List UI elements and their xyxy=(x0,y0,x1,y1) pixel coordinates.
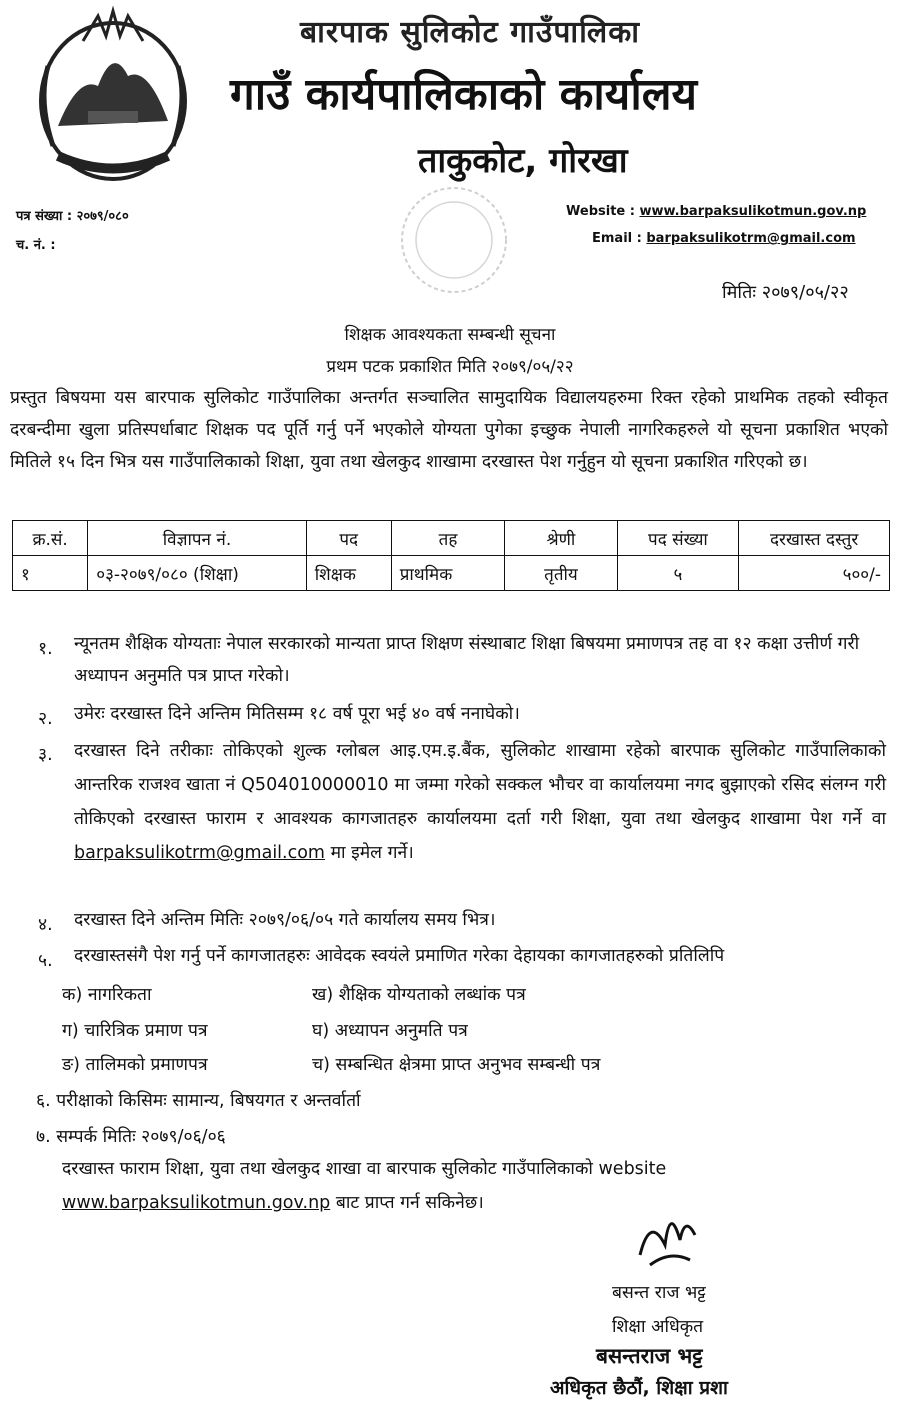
signer-stamp-title: अधिकृत छैठौं, शिक्षा प्रशा xyxy=(550,1377,728,1399)
list-item-number: ५. xyxy=(38,951,53,971)
notice-date: मितिः २०७९/०५/२२ xyxy=(722,282,849,303)
table-header-cell: दरखास्त दस्तुर xyxy=(739,521,890,556)
notice-title: शिक्षक आवश्यकता सम्बन्धी सूचना xyxy=(344,325,556,345)
closing-line-2 xyxy=(62,1190,484,1214)
list-item xyxy=(74,734,886,870)
document-item: ख) शैक्षिक योग्यताको लब्धांक पत्र xyxy=(312,985,526,1005)
table-header-cell: विज्ञापन नं. xyxy=(88,521,307,556)
list-item-text: दरखास्त दिने तरीकाः तोकिएको शुल्क ग्लोबल आइ.एम.इ.बैंक, सुलिकोट शाखामा रहेको बारपाक सुलिकोट गाउँपालिकाको आन्तरिक राजश्व खाता नं Q504010000010 मा जम्मा गरेको सक्कल भौचर वा कार्यालयमा नगद बुझाएको रसिद संलग्न गरी तोकिएको दरखास्त फाराम र आवश्यक कागजातहरु कार्यालयमा दर्ता गरी शिक्षा, युवा तथा खेलकुद शाखामा पेश गर्ने वा xyxy=(74,741,886,829)
website-line xyxy=(566,204,866,219)
email-label: Email : xyxy=(592,231,642,246)
table-header-cell: पद xyxy=(306,521,391,556)
table-cell: तृतीय xyxy=(505,556,617,591)
office-name-line2: गाउँ कार्यपालिकाको कार्यालय xyxy=(230,69,698,120)
list-item: न्यूनतम शैक्षिक योग्यताः नेपाल सरकारको मान्यता प्राप्त शिक्षण संस्थाबाट शिक्षा बिषयमा प्रमाणपत्र तह वा १२ कक्षा उत्तीर्ण गरी अध्यापन अनुमति पत्र प्राप्त गरेको। xyxy=(74,634,860,686)
table-cell: शिक्षक xyxy=(306,556,391,591)
signer-stamp-name: बसन्तराज भट्ट xyxy=(596,1344,703,1368)
signer-name: बसन्त राज भट्ट xyxy=(612,1283,706,1303)
table-header-cell: श्रेणी xyxy=(505,521,617,556)
list-item: दरखास्तसंगै पेश गर्नु पर्ने कागजातहरुः आवेदक स्वयंले प्रमाणित गरेका देहायका कागजातहरुको प्रतिलिपि xyxy=(74,946,725,966)
document-item: क) नागरिकता xyxy=(62,985,152,1005)
list-item: ६. परीक्षाको किसिमः सामान्य, बिषयगत र अन्तर्वार्ता xyxy=(36,1091,361,1111)
office-stamp-mark xyxy=(384,180,524,300)
document-item: च) सम्बन्धित क्षेत्रमा प्राप्त अनुभव सम्बन्धी पत्र xyxy=(312,1055,601,1075)
list-item-number: ४. xyxy=(38,915,53,935)
list-item-number: ३. xyxy=(38,745,53,765)
table-cell: ५००/- xyxy=(739,556,890,591)
table-row xyxy=(13,556,890,591)
table-cell: ५ xyxy=(617,556,739,591)
handwritten-signature xyxy=(630,1195,710,1275)
table-cell: प्राथमिक xyxy=(391,556,505,591)
list-item: उमेरः दरखास्त दिने अन्तिम मितिसम्म १८ वर्ष पूरा भई ४० वर्ष ननाघेको। xyxy=(74,704,520,724)
office-name-line1: बारपाक सुलिकोट गाउँपालिका xyxy=(300,15,641,50)
document-item: ग) चारित्रिक प्रमाण पत्र xyxy=(62,1021,208,1041)
document-item: घ) अध्यापन अनुमति पत्र xyxy=(312,1021,468,1041)
nepal-emblem-logo xyxy=(28,6,198,186)
table-header-row xyxy=(13,521,890,556)
office-address: ताकुकोट, गोरखा xyxy=(418,141,628,181)
closing-text: बाट प्राप्त गर्न सकिनेछ। xyxy=(335,1193,484,1213)
website-link[interactable]: www.barpaksulikotmun.gov.np xyxy=(639,204,867,219)
notice-subtitle: प्रथम पटक प्रकाशित मिति २०७९/०५/२२ xyxy=(326,357,574,377)
list-item-number: १. xyxy=(38,639,53,659)
email-link[interactable]: barpaksulikotrm@gmail.com xyxy=(646,231,856,246)
list-item-number: २. xyxy=(38,709,53,729)
vacancy-table xyxy=(12,520,890,591)
website-link[interactable]: www.barpaksulikotmun.gov.np xyxy=(62,1193,331,1213)
table-header-cell: पद संख्या xyxy=(617,521,739,556)
table-header-cell: तह xyxy=(391,521,505,556)
table-header-cell: क्र.सं. xyxy=(13,521,88,556)
list-item-text: मा इमेल गर्ने। xyxy=(330,843,414,863)
email-link[interactable]: barpaksulikotrm@gmail.com xyxy=(74,843,325,863)
website-label: Website : xyxy=(566,204,635,219)
list-item: ७. सम्पर्क मितिः २०७९/०६/०६ xyxy=(36,1127,226,1147)
table-cell: ०३-२०७९/०८० (शिक्षा) xyxy=(88,556,307,591)
email-line xyxy=(592,231,856,246)
reference-number: पत्र संख्या : २०७९/०८० xyxy=(16,209,129,224)
list-item: दरखास्त दिने अन्तिम मितिः २०७९/०६/०५ गते कार्यालय समय भित्र। xyxy=(74,910,496,930)
table-cell: १ xyxy=(13,556,88,591)
closing-line-1: दरखास्त फाराम शिक्षा, युवा तथा खेलकुद शाखा वा बारपाक सुलिकोट गाउँपालिकाको website xyxy=(62,1159,667,1179)
document-item: ङ) तालिमको प्रमाणपत्र xyxy=(62,1055,208,1075)
signer-title: शिक्षा अधिकृत xyxy=(612,1317,704,1337)
dispatch-number: च. नं. : xyxy=(16,238,56,253)
notice-body: प्रस्तुत बिषयमा यस बारपाक सुलिकोट गाउँपालिका अन्तर्गत सञ्चालित सामुदायिक विद्यालयहरुमा रिक्त रहेको प्राथमिक तहको स्वीकृत दरबन्दीमा खुला प्रतिस्पर्धाबाट शिक्षक पद पूर्ति गर्नु पर्ने भएकोले योग्यता पुगेका इच्छुक नेपाली नागरिकहरुले यो सूचना प्रकाशित भएको मितिले १५ दिन भित्र यस गाउँपालिकाको शिक्षा, युवा तथा खेलकुद शाखामा दरखास्त पेश गर्नुहुन यो सूचना प्रकाशित गरिएको छ। xyxy=(10,388,888,472)
